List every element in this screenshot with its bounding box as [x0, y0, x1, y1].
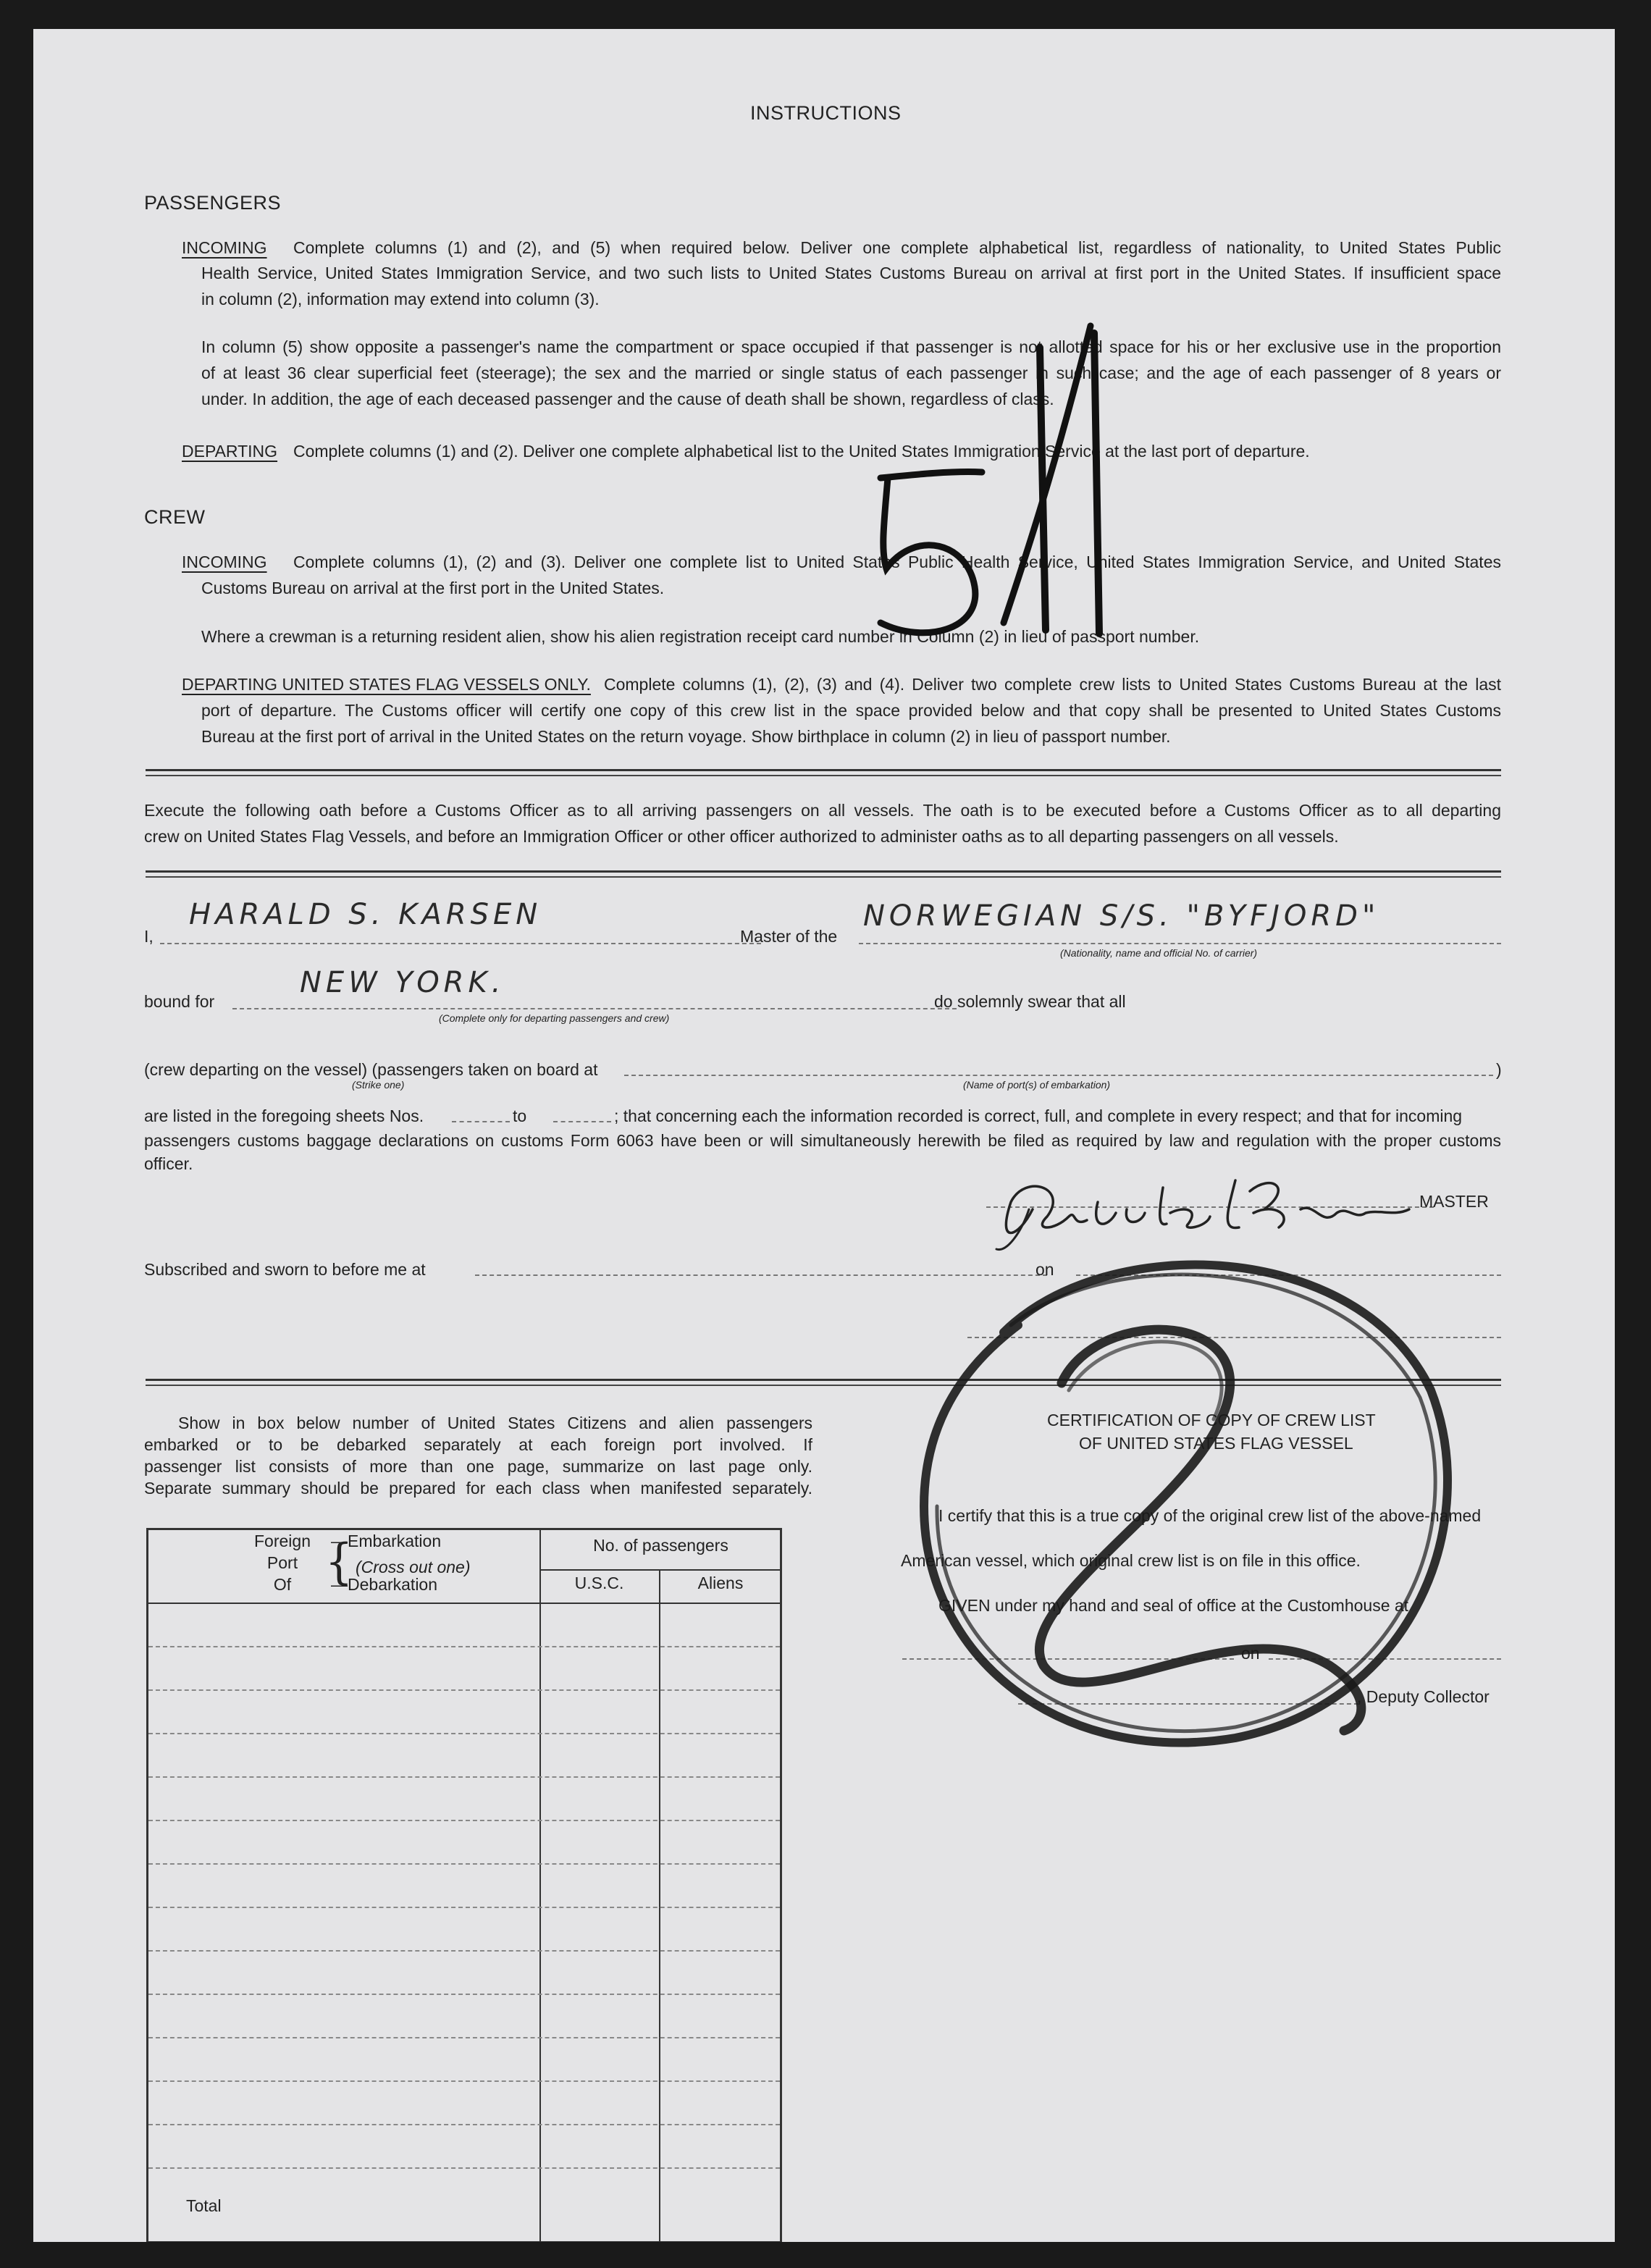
- swear-text: do solemnly swear that all: [934, 992, 1126, 1011]
- sheets-to: to: [513, 1106, 527, 1125]
- master-name-handwritten: HARALD S. KARSEN: [189, 898, 542, 931]
- sheets-rest: ; that concerning each the information recorded is correct, full, and complete in every respect; and that for incoming: [614, 1106, 1463, 1125]
- header-port: Port: [266, 1553, 298, 1572]
- passengers-departing-label: DEPARTING: [182, 442, 278, 461]
- sworn-on-label: on: [1035, 1260, 1054, 1279]
- passengers-incoming-line1: Complete columns (1) and (2), and (5) when required below. Deliver one complete alphabetical list, regardless of nationality, to United States Public: [293, 238, 1501, 257]
- bound-for-label: bound for: [144, 992, 215, 1011]
- table-row[interactable]: [148, 1863, 780, 1865]
- destination-handwritten: NEW YORK.: [300, 966, 505, 999]
- table-row[interactable]: [148, 1733, 780, 1734]
- handwritten-numerals: [859, 282, 1119, 644]
- summary-line3: passenger list consists of more than one page, summarize on last page only.: [144, 1457, 812, 1476]
- table-row[interactable]: [148, 1950, 780, 1952]
- summary-line1: Show in box below number of United States Citizens and alien passengers: [178, 1414, 812, 1432]
- close-paren: ): [1496, 1060, 1502, 1079]
- table-row[interactable]: [148, 1994, 780, 1995]
- passengers-column5-line2: of at least 36 clear superficial feet (steerage); the sex and the married or single status of each passenger in such case; and the age of each passenger of 8 years or: [201, 364, 1501, 382]
- master-label: MASTER: [1419, 1192, 1489, 1211]
- table-row[interactable]: [148, 2124, 780, 2125]
- master-name-field[interactable]: [160, 943, 761, 944]
- passengers-column5-line1: In column (5) show opposite a passenger's name the compartment or space occupied if that passenger is not allotted space for his or her exclusive use in the proportion: [201, 337, 1501, 356]
- section-divider: [146, 870, 1501, 873]
- header-aliens: Aliens: [697, 1574, 744, 1592]
- certify-line1: I certify that this is a true copy of the original crew list of the above-named: [938, 1506, 1482, 1525]
- header-embarkation: —Embarkation: [331, 1532, 442, 1550]
- passengers-incoming-line3: in column (2), information may extend into column (3).: [201, 290, 600, 308]
- master-of-label: Master of the: [740, 927, 838, 946]
- header-debarkation: —Debarkation: [331, 1575, 438, 1594]
- strike-note: (Strike one): [352, 1079, 405, 1091]
- section-divider: [146, 775, 1501, 776]
- crew-incoming-line1: Complete columns (1), (2) and (3). Deliver one complete list to United States Public Health Service, United States Immigration Service, and United States: [293, 553, 1501, 571]
- oath-intro-line2: crew on United States Flag Vessels, and before an Immigration Officer or other officer authorized to administer oaths as to all departing passengers on all vessels.: [144, 827, 1339, 846]
- table-row[interactable]: [148, 1689, 780, 1691]
- crew-incoming-label: INCOMING: [182, 553, 267, 571]
- section-divider: [146, 769, 1501, 771]
- passengers-column5-line3: under. In addition, the age of each deceased passenger and the cause of death shall be shown, regardless of class.: [201, 390, 1054, 408]
- table-header-divider: [148, 1603, 780, 1604]
- table-row[interactable]: [148, 1646, 780, 1647]
- vessel-handwritten: NORWEGIAN S/S. "BYFJORD": [863, 899, 1380, 933]
- sheets-prefix: are listed in the foregoing sheets Nos.: [144, 1106, 424, 1125]
- table-column-divider: [659, 1571, 660, 2241]
- baggage-line: passengers customs baggage declarations on customs Form 6063 have been or will simultaneously herewith be filed as required by law and regulation with the proper customs: [144, 1131, 1501, 1150]
- passengers-heading: PASSENGERS: [144, 192, 282, 214]
- subscribed-label: Subscribed and sworn to before me at: [144, 1260, 426, 1279]
- header-cross-out: (Cross out one): [356, 1558, 471, 1576]
- table-column-divider: [539, 1530, 541, 2241]
- passengers-departing-text: Complete columns (1) and (2). Deliver one complete alphabetical list to the United States Immigration Service at the last port of departure.: [293, 442, 1310, 461]
- header-no-passengers: No. of passengers: [593, 1536, 728, 1555]
- document-page: [33, 29, 1615, 2242]
- oath-i-label: I,: [144, 927, 154, 946]
- header-of: Of: [273, 1575, 292, 1594]
- crew-departing-text: (crew departing on the vessel) (passengers taken on board at: [144, 1060, 598, 1079]
- table-row[interactable]: [148, 2037, 780, 2038]
- officer-line: officer.: [144, 1154, 193, 1173]
- header-usc: U.S.C.: [574, 1574, 624, 1592]
- destination-note: (Complete only for departing passengers and crew): [439, 1012, 670, 1024]
- crew-departing-line2: port of departure. The Customs officer will certify one copy of this crew list in the space provided below and that copy shall be presented to United States Customs: [201, 701, 1501, 720]
- table-row[interactable]: [148, 2080, 780, 2082]
- vessel-field[interactable]: [859, 943, 1501, 944]
- header-foreign: Foreign: [254, 1532, 311, 1550]
- section-divider: [146, 876, 1501, 878]
- table-subheader-divider: [539, 1569, 780, 1571]
- circled-number-2: [895, 1202, 1467, 1752]
- deputy-collector-label: , Deputy Collector: [1357, 1687, 1490, 1706]
- sheets-from-field[interactable]: [452, 1121, 510, 1122]
- crew-incoming-line2: Customs Bureau on arrival at the first port in the United States.: [201, 579, 665, 597]
- crew-heading: CREW: [144, 506, 206, 528]
- certification-title-line1: CERTIFICATION OF COPY OF CREW LIST: [1047, 1411, 1376, 1429]
- certification-on-label: on: [1241, 1644, 1260, 1663]
- destination-field[interactable]: [232, 1008, 957, 1009]
- passengers-incoming-label: INCOMING: [182, 238, 267, 257]
- table-row[interactable]: [148, 2167, 780, 2169]
- table-row[interactable]: [148, 1907, 780, 1908]
- oath-intro-line1: Execute the following oath before a Customs Officer as to all arriving passengers on all vessels. The oath is to be executed before a Customs Officer as to all departing: [144, 801, 1501, 820]
- certify-line2: American vessel, which original crew list is on file in this office.: [901, 1551, 1361, 1570]
- crew-departing-line1: Complete columns (1), (2), (3) and (4). Deliver two complete crew lists to United States Customs Bureau at the last: [604, 675, 1501, 694]
- vessel-note: (Nationality, name and official No. of carrier): [1060, 947, 1258, 959]
- embarkation-port-field[interactable]: [624, 1075, 1493, 1076]
- table-row[interactable]: [148, 1776, 780, 1778]
- table-row[interactable]: [148, 1820, 780, 1821]
- port-note: (Name of port(s) of embarkation): [963, 1079, 1111, 1091]
- summary-line2: embarked or to be debarked separately at each foreign port involved. If: [144, 1435, 812, 1454]
- summary-line4: Separate summary should be prepared for each class when manifested separately.: [144, 1479, 812, 1498]
- crew-resident-alien: Where a crewman is a returning resident alien, show his alien registration receipt card number in Column (2) in lieu of passport number.: [201, 627, 1200, 646]
- passenger-summary-table: [146, 1528, 782, 2242]
- given-line: GIVEN under my hand and seal of office at the Customhouse at: [938, 1596, 1409, 1615]
- page-title: INSTRUCTIONS: [750, 102, 902, 124]
- sheets-to-field[interactable]: [553, 1121, 611, 1122]
- table-total-label: Total: [186, 2196, 222, 2215]
- passengers-incoming-line2: Health Service, United States Immigration Service, and two such lists to United States Customs Bureau on arrival at first port in the United States. If insufficient space: [201, 264, 1501, 282]
- crew-departing-line3: Bureau at the first port of arrival in the United States on the return voyage. Show birthplace in column (2) in lieu of passport number.: [201, 727, 1171, 746]
- header-brace: {: [325, 1534, 353, 1590]
- crew-departing-label: DEPARTING UNITED STATES FLAG VESSELS ONLY.: [182, 675, 591, 694]
- certification-title-line2: OF UNITED STATES FLAG VESSEL: [1079, 1434, 1353, 1453]
